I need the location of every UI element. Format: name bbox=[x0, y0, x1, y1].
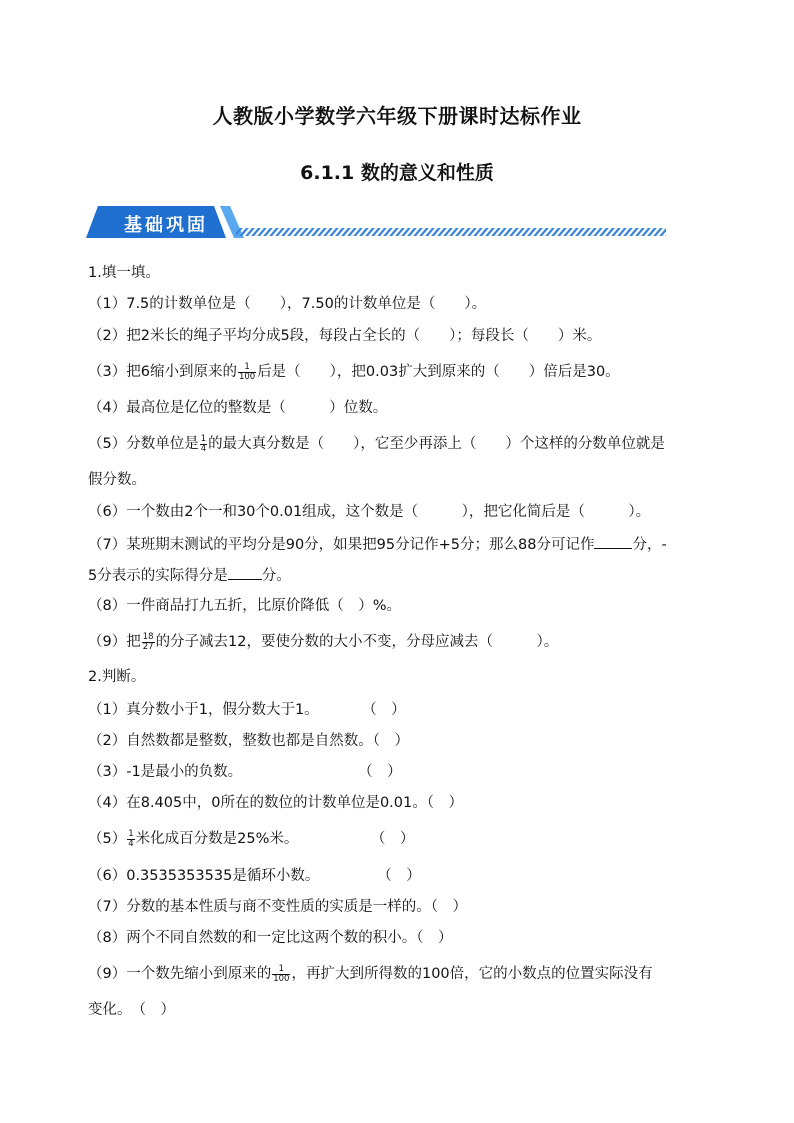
section-1-heading: 1.填一填。 bbox=[88, 265, 160, 281]
fraction bbox=[272, 965, 290, 984]
q7-line2-a: 5分表示的实际得分是 bbox=[88, 568, 228, 584]
question-1-7 bbox=[88, 534, 667, 555]
question-1-9 bbox=[88, 632, 558, 652]
answer-blank bbox=[594, 534, 632, 549]
judge-9-continued: 变化。 （ ） bbox=[88, 1002, 175, 1018]
fraction bbox=[127, 830, 134, 849]
judge-6: （6）0.3535353535是循环小数。 （ ） bbox=[88, 868, 421, 884]
fraction-numerator: 18 bbox=[142, 631, 154, 642]
fraction bbox=[238, 363, 256, 382]
section-2-heading: 2.判断。 bbox=[88, 669, 146, 685]
fraction-denominator: 100 bbox=[273, 973, 290, 984]
fraction-numerator: 1 bbox=[200, 433, 207, 444]
question-1-1: （1）7.5的计数单位是（ ），7.50的计数单位是（ ）。 bbox=[88, 296, 487, 312]
question-1-2: （2）把2米长的绳子平均分成5段，每段占全长的（ ）；每段长（ ）米。 bbox=[88, 328, 602, 344]
question-1-8: （8）一件商品打九五折，比原价降低（ ）%。 bbox=[88, 598, 402, 614]
banner-label: 基础巩固 bbox=[124, 215, 208, 236]
document-title: 人教版小学数学六年级下册课时达标作业 bbox=[212, 104, 582, 128]
judge-5 bbox=[88, 829, 414, 849]
q7-text-part1: （7）某班期末测试的平均分是90分，如果把95分记作+5分；那么88分可记作 bbox=[88, 537, 595, 553]
q9-text-before: （9）把 bbox=[88, 634, 141, 650]
question-1-5 bbox=[88, 434, 665, 454]
fraction bbox=[142, 633, 155, 652]
q5-text-before: （5）分数单位是 bbox=[88, 436, 199, 452]
judge-8: （8）两个不同自然数的和一定比这两个数的积小。（ ） bbox=[88, 930, 453, 946]
question-1-5-continued: 假分数。 bbox=[88, 472, 146, 488]
judge5-text-before: （5） bbox=[88, 831, 127, 847]
judge-4: （4）在8.405中，0所在的数位的计数单位是0.01。（ ） bbox=[88, 795, 463, 811]
question-1-3 bbox=[88, 362, 620, 382]
question-1-6: （6）一个数由2个一和30个0.01组成，这个数是（ ），把它化简后是（ ）。 bbox=[88, 504, 651, 520]
fraction-numerator: 1 bbox=[238, 363, 256, 373]
fraction-denominator: 4 bbox=[200, 443, 207, 454]
q3-text-after: 后是（ ），把0.03扩大到原来的（ ）倍后是30。 bbox=[257, 364, 620, 380]
q7-text-part2: 分，- bbox=[632, 537, 667, 553]
judge-1: （1）真分数小于1，假分数大于1。 （ ） bbox=[88, 702, 406, 718]
judge-7: （7）分数的基本性质与商不变性质的实质是一样的。（ ） bbox=[88, 899, 467, 915]
judge-2: （2）自然数都是整数，整数也都是自然数。（ ） bbox=[88, 733, 409, 749]
answer-blank bbox=[228, 565, 262, 580]
lesson-subtitle: 6.1.1 数的意义和性质 bbox=[300, 162, 494, 184]
fraction-denominator: 100 bbox=[238, 371, 256, 382]
q5-text-after: 的最大真分数是（ ），它至少再添上（ ）个这样的分数单位就是 bbox=[208, 436, 665, 452]
fraction-numerator: 1 bbox=[272, 965, 290, 975]
section-banner bbox=[86, 204, 676, 244]
q3-text-before: （3）把6缩小到原来的 bbox=[88, 364, 237, 380]
judge5-text-after: 米化成百分数是25%米。 （ ） bbox=[135, 831, 415, 847]
q9-text-after: 的分子减去12，要使分数的大小不变，分母应减去（ ）。 bbox=[155, 634, 559, 650]
fraction-denominator: 4 bbox=[128, 838, 134, 849]
fraction bbox=[200, 435, 207, 454]
judge-9 bbox=[88, 964, 653, 984]
judge9-text-after: ，再扩大到所得数的100倍，它的小数点的位置实际没有 bbox=[291, 966, 653, 982]
fraction-denominator: 27 bbox=[142, 641, 154, 652]
question-1-4: （4）最高位是亿位的整数是（ ）位数。 bbox=[88, 400, 388, 416]
fraction-numerator: 1 bbox=[128, 828, 134, 839]
q7-line2-b: 分。 bbox=[261, 568, 291, 584]
judge9-text-before: （9）一个数先缩小到原来的 bbox=[88, 966, 272, 982]
judge-3: （3）-1是最小的负数。 （ ） bbox=[88, 764, 402, 780]
question-1-7-continued bbox=[88, 565, 291, 586]
